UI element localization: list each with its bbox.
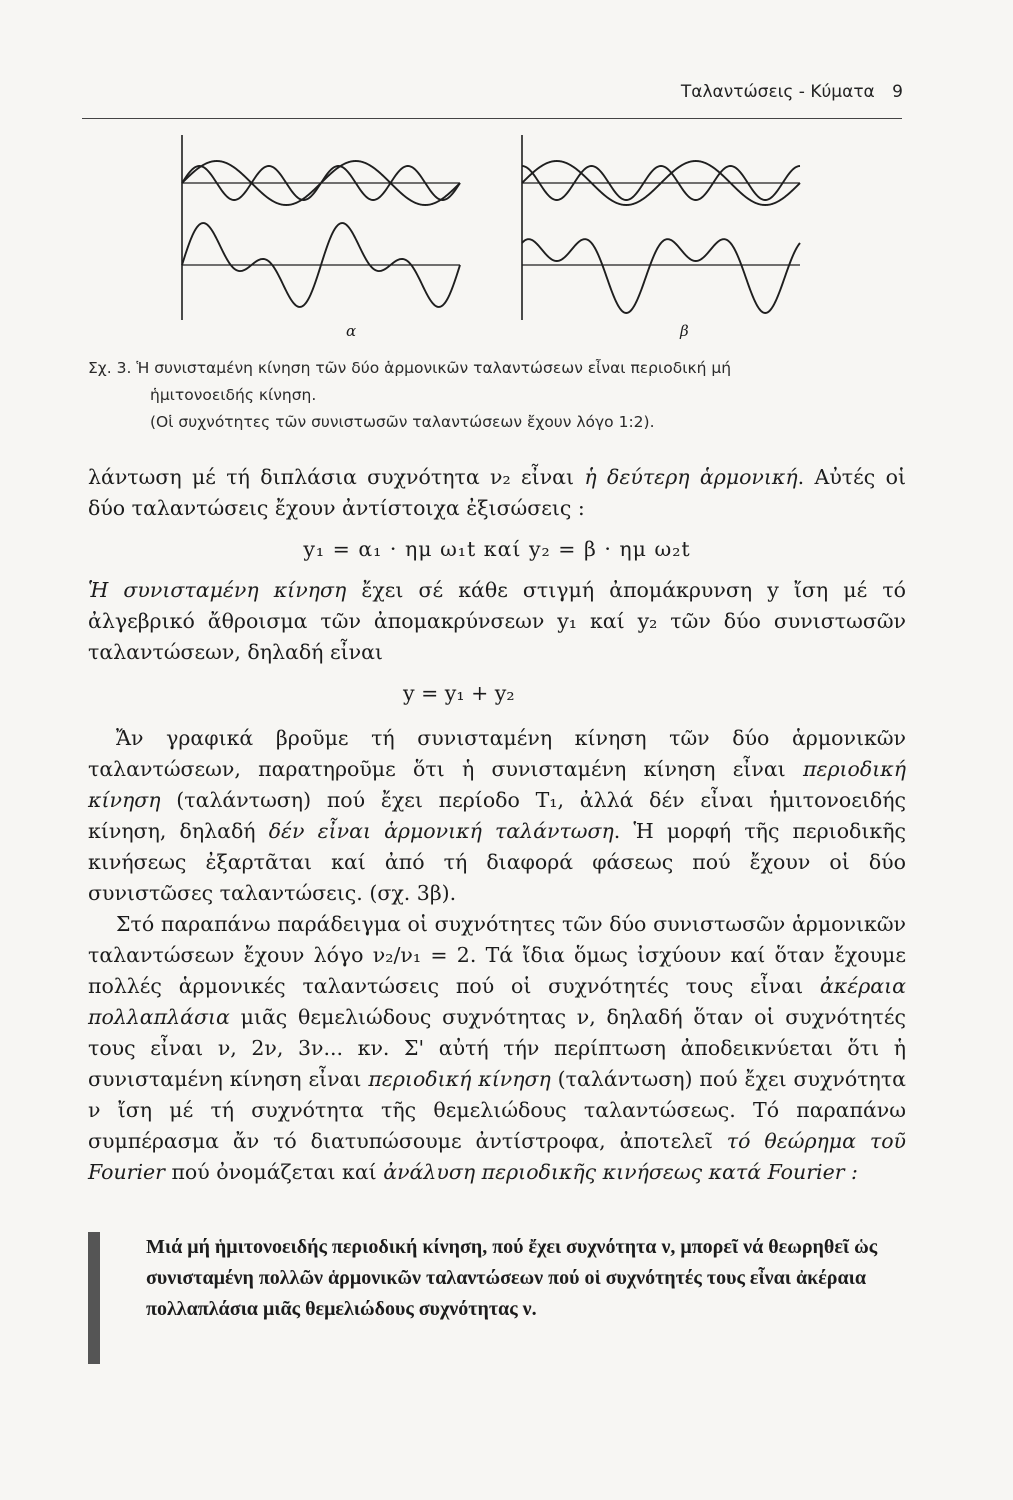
figure-caption <box>88 355 918 436</box>
p1-text-b: . Αὐτές οἱ δύο ταλαντώσεις ἔχουν ἀντίστοιχα ἐξισώσεις : <box>88 465 906 520</box>
p4-emphasis-3: τό θεώρημα τοῦ Fourier <box>88 1129 907 1184</box>
body-text <box>88 462 906 1188</box>
p2-emphasis: Ἡ συνισταμένη κίνηση <box>88 578 347 602</box>
p3-emphasis-1: περιοδική κίνηση <box>88 757 906 812</box>
running-head <box>681 82 903 102</box>
equation-2: y = y₁ + y₂ <box>403 681 515 705</box>
caption-line-1: Σχ. 3. Ἡ συνισταμένη κίνηση τῶν δύο ἁρμονικῶν ταλαντώσεων εἶναι περιοδική μή <box>88 359 732 377</box>
header-title: Ταλαντώσεις - Κύματα <box>680 82 875 102</box>
p4-emphasis-1: ἀκέραια πολλαπλάσια <box>88 974 906 1029</box>
caption-line-3: (Οἱ συχνότητες τῶν συνιστωσῶν ταλαντώσεων ἔχουν λόγο 1:2). <box>150 413 655 431</box>
callout-bar <box>88 1232 100 1364</box>
p3-text-b: (ταλάντωση) πού ἔχει περίοδο T₁, ἀλλά δέν εἶναι ἡμιτονοειδής κίνηση, δηλαδή <box>88 788 906 843</box>
panel-b <box>522 135 800 320</box>
p4-emphasis-2: περιοδική κίνηση <box>368 1067 551 1091</box>
theorem-callout <box>88 1232 900 1325</box>
caption-line-2: ἡμιτονοειδής κίνηση. <box>150 386 317 404</box>
paragraph-2 <box>88 575 906 668</box>
paragraph-4 <box>88 909 906 1188</box>
p4-text-c: (ταλάντωση) πού ἔχει συχνότητα ν ἴση μέ τή συχνότητα τῆς θεμελιώδους ταλαντώσεως. Τό παραπάνω συμπέρασμα ἄν τό διατυπώσουμε ἀντίστροφα, ἀποτελεῖ <box>88 1067 906 1153</box>
p2-text: ἔχει σέ κάθε στιγμή ἀπομάκρυνση y ἴση μέ τό ἀλγεβρικό ἄθροισμα τῶν ἀπομακρύνσεων y₁ καί y₂ τῶν δύο συνιστωσῶν ταλαντώσεων, δηλαδή εἶναι <box>88 578 906 664</box>
p4-text-d: πού ὀνομάζεται καί <box>164 1160 384 1184</box>
paragraph-3 <box>88 723 906 909</box>
p4-emphasis-4: ἀνάλυση περιοδικῆς κινήσεως κατά Fourier : <box>383 1160 858 1184</box>
figure-label-b: β <box>680 322 689 340</box>
p1-text-a: λάντωση μέ τή διπλάσια συχνότητα ν₂ εἶναι <box>88 465 585 489</box>
p1-emphasis: ἡ δεύτερη ἁρμονική <box>584 465 798 489</box>
p4-text-a: Στό παραπάνω παράδειγμα οἱ συχνότητες τῶν δύο συνιστωσῶν ἁρμονικῶν ταλαντώσεων ἔχουν λόγο ν₂/ν₁ = 2. Τά ἴδια ὅμως ἰσχύουν καί ὅταν ἔχουμε πολλές ἁρμονικές ταλαντώσεις πού οἱ συχνότητές τους εἶναι <box>88 912 906 998</box>
resultant-wave <box>522 239 800 313</box>
p3-text-a: Ἄν γραφικά βροῦμε τή συνισταμένη κίνηση τῶν δύο ἁρμονικῶν ταλαντώσεων, παρατηροῦμε ὅτι ἡ συνισταμένη κίνηση εἶναι <box>88 726 906 781</box>
page-number: 9 <box>892 82 903 102</box>
figure-waveforms <box>170 135 830 335</box>
p3-text-c: . Ἡ μορφή τῆς περιοδικῆς κινήσεως ἐξαρτᾶται καί ἀπό τή διαφορά φάσεως πού ἔχουν οἱ δύο συνιστῶσες ταλαντώσεις. (σχ. 3β). <box>88 819 907 905</box>
p4-text-b: μιᾶς θεμελιώδους συχνότητας ν, δηλαδή ὅταν οἱ συχνότητές τους εἶναι ν, 2ν, 3ν... κν. Σ' αὐτή τήν περίπτωση ἀποδεικνύεται ὅτι ἡ συνισταμένη κίνηση εἶναι <box>88 1005 906 1091</box>
figure-label-a: α <box>346 322 357 340</box>
p3-emphasis-2: δέν εἶναι ἁρμονική ταλάντωση <box>268 819 614 843</box>
equation-1: y₁ = α₁ · ημ ω₁t καί y₂ = β · ημ ω₂t <box>303 537 691 561</box>
callout-text: Μιά μή ἡμιτονοειδής περιοδική κίνηση, πού ἔχει συχνότητα ν, μπορεῖ νά θεωρηθεῖ ὡς συνισταμένη πολλῶν ἁρμονικῶν ταλαντώσεων πού οἱ συχνότητές τους εἶναι ἀκέραια πολλαπλάσια μιᾶς θεμελιώδους συχνότητας ν. <box>146 1236 878 1320</box>
paragraph-1 <box>88 462 906 524</box>
panel-a <box>182 135 460 320</box>
header-rule <box>82 118 902 119</box>
